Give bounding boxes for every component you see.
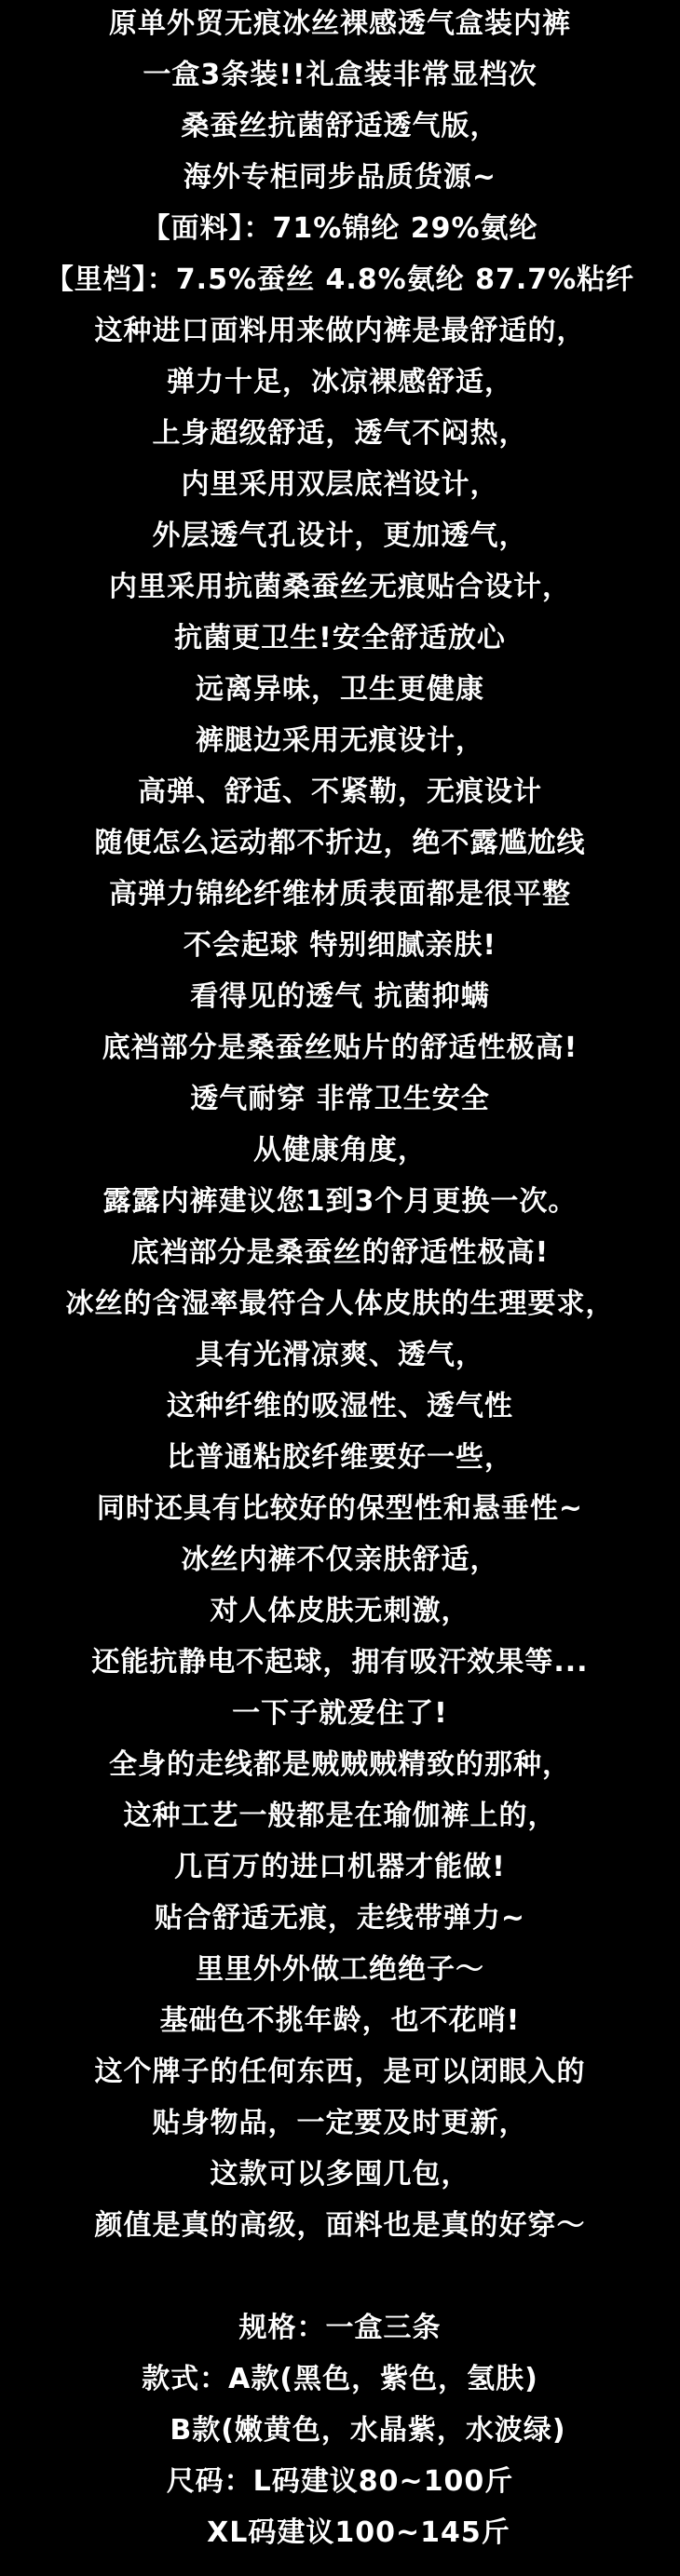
text-line: 这种进口面料用来做内裤是最舒适的， bbox=[94, 315, 586, 347]
text-line: 露露内裤建议您1到3个月更换一次。 bbox=[102, 1185, 578, 1218]
text-line: 基础色不挑年龄，也不花哨! bbox=[159, 2004, 521, 2037]
text-line: 一盒3条装!!礼盒装非常显档次 bbox=[143, 59, 537, 91]
text-line: 从健康角度， bbox=[253, 1134, 427, 1167]
text-line: 贴身物品，一定要及时更新， bbox=[152, 2107, 528, 2139]
text-line: 颜值是真的高级，面料也是真的好穿～ bbox=[94, 2209, 586, 2242]
spec-line: 规格：一盒三条 bbox=[238, 2312, 442, 2344]
text-line: 看得见的透气 抗菌抑螨 bbox=[190, 980, 490, 1013]
spec-line: XL码建议100~145斤 bbox=[207, 2516, 510, 2549]
text-line: 外层透气孔设计，更加透气， bbox=[152, 519, 528, 552]
text-line: 抗菌更卫生!安全舒适放心 bbox=[174, 622, 506, 654]
text-line: 几百万的进口机器才能做! bbox=[174, 1851, 506, 1883]
text-line: 底裆部分是桑蚕丝的舒适性极高! bbox=[130, 1236, 550, 1269]
text-line: 高弹、舒适、不紧勒，无痕设计 bbox=[138, 775, 542, 808]
text-line: 这款可以多囤几包， bbox=[210, 2158, 470, 2191]
text-line: 冰丝的含湿率最符合人体皮肤的生理要求， bbox=[65, 1288, 615, 1320]
text-line: 【面料】：71%锦纶 29%氨纶 bbox=[142, 212, 538, 245]
text-line: 这种纤维的吸湿性、透气性 bbox=[167, 1390, 513, 1423]
text-line: 【里档】：7.5%蚕丝 4.8%氨纶 87.7%粘纤 bbox=[45, 263, 635, 296]
text-line: 内里采用抗菌桑蚕丝无痕贴合设计， bbox=[109, 571, 571, 603]
text-line: 随便怎么运动都不折边，绝不露尴尬线 bbox=[94, 827, 586, 859]
text-line: 内里采用双层底裆设计， bbox=[181, 468, 499, 501]
text-line: 对人体皮肤无刺激， bbox=[210, 1595, 470, 1627]
text-line: 里里外外做工绝绝子～ bbox=[196, 1953, 484, 1986]
spec-line: 款式：A款(黑色，紫色，氢肤) bbox=[142, 2363, 538, 2395]
text-line: 同时还具有比较好的保型性和悬垂性~ bbox=[96, 1492, 584, 1525]
text-line: 原单外贸无痕冰丝裸感透气盒装内裤 bbox=[109, 7, 571, 40]
text-line: 这种工艺一般都是在瑜伽裤上的， bbox=[123, 1800, 557, 1832]
text-line: 比普通粘胶纤维要好一些， bbox=[167, 1441, 513, 1474]
text-line: 具有光滑凉爽、透气， bbox=[196, 1339, 484, 1371]
spec-line: B款(嫩黄色，水晶紫，水波绿) bbox=[170, 2414, 566, 2447]
text-line: 高弹力锦纶纤维材质表面都是很平整 bbox=[109, 878, 571, 910]
text-line: 这个牌子的任何东西，是可以闭眼入的 bbox=[94, 2056, 586, 2088]
text-line: 弹力十足，冰凉裸感舒适， bbox=[167, 366, 513, 398]
text-line: 一下子就爱住了! bbox=[232, 1697, 448, 1730]
text-line: 透气耐穿 非常卫生安全 bbox=[190, 1083, 490, 1115]
text-line: 全身的走线都是贼贼贼精致的那种， bbox=[109, 1748, 571, 1781]
text-line: 贴合舒适无痕，走线带弹力~ bbox=[154, 1902, 526, 1935]
text-line: 上身超级舒适，透气不闷热， bbox=[152, 417, 528, 450]
text-line: 冰丝内裤不仅亲肤舒适， bbox=[181, 1544, 499, 1576]
text-line: 还能抗静电不起球，拥有吸汗效果等... bbox=[91, 1646, 589, 1679]
text-line: 海外专柜同步品质货源~ bbox=[183, 161, 497, 194]
text-line: 桑蚕丝抗菌舒适透气版， bbox=[181, 110, 499, 142]
text-line: 不会起球 特别细腻亲肤! bbox=[183, 929, 497, 962]
text-line: 裤腿边采用无痕设计， bbox=[196, 724, 484, 757]
text-line: 底裆部分是桑蚕丝贴片的舒适性极高! bbox=[102, 1032, 578, 1064]
spec-line: 尺码：L码建议80~100斤 bbox=[166, 2465, 514, 2498]
text-line: 远离异味，卫生更健康 bbox=[196, 673, 484, 706]
